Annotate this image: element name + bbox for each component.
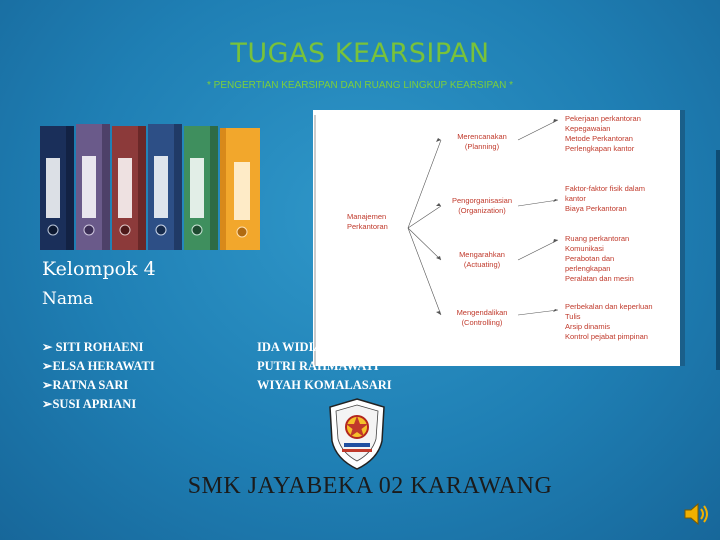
page-subtitle: * PENGERTIAN KEARSIPAN DAN RUANG LINGKUP KEARSIPAN * bbox=[206, 80, 513, 91]
function-planning bbox=[447, 132, 517, 152]
panel-edge bbox=[716, 150, 720, 370]
member-name: ➢RATNA SARI bbox=[42, 378, 129, 392]
member-name: PUTRI RAHMAWATI bbox=[257, 359, 379, 373]
detail-item: Perbekalan dan keperluan bbox=[565, 302, 653, 311]
function-label-2: (Controlling) bbox=[461, 318, 503, 327]
function-label-1: Pengorganisasian bbox=[451, 196, 513, 205]
page-title: TUGAS KEARSIPAN bbox=[230, 38, 490, 69]
detail-item: Metode Perkantoran bbox=[565, 134, 633, 143]
school-name: SMK JAYABEKA 02 KARAWANG bbox=[187, 473, 553, 499]
details-planning bbox=[565, 114, 641, 154]
details-organization bbox=[565, 184, 645, 214]
detail-item: Perlengkapan kantor bbox=[565, 144, 635, 153]
member-name: ➢ELSA HERAWATI bbox=[42, 359, 155, 373]
member-name: ➢SUSI APRIANI bbox=[42, 397, 137, 411]
member-name: ➢ SITI ROHAENI bbox=[42, 340, 144, 354]
function-label-2: (Actuating) bbox=[463, 260, 501, 269]
function-label-2: (Planning) bbox=[464, 142, 500, 151]
detail-item: Pekerjaan perkantoran bbox=[565, 114, 641, 123]
detail-item: Kepegawaian bbox=[565, 124, 611, 133]
detail-item: Komunikasi bbox=[565, 244, 604, 253]
root-node bbox=[347, 212, 388, 232]
details-actuating bbox=[565, 234, 634, 284]
function-label-2: (Organization) bbox=[458, 206, 506, 215]
binders-image bbox=[38, 118, 266, 250]
detail-item: Kontrol pejabat pimpinan bbox=[565, 332, 648, 341]
root-line-1: Manajemen bbox=[347, 212, 387, 221]
member-name: WIYAH KOMALASARI bbox=[257, 378, 392, 392]
detail-item: perlengkapan bbox=[565, 264, 611, 273]
function-actuating bbox=[447, 250, 517, 270]
speaker-icon[interactable] bbox=[682, 500, 710, 528]
detail-item: Peralatan dan mesin bbox=[565, 274, 634, 283]
function-controlling bbox=[447, 308, 517, 328]
members-right-list bbox=[257, 338, 392, 395]
name-label: Nama bbox=[42, 289, 94, 309]
root-line-2: Perkantoran bbox=[347, 222, 388, 231]
function-label-1: Mengendalikan bbox=[456, 308, 508, 317]
management-diagram bbox=[313, 110, 685, 366]
members-left-list bbox=[42, 338, 155, 414]
detail-item: Tulis bbox=[565, 312, 581, 321]
function-label-1: Merencanakan bbox=[457, 132, 507, 141]
detail-item: Perabotan dan bbox=[565, 254, 615, 263]
group-label: Kelompok 4 bbox=[42, 258, 156, 280]
member-name: IDA WIDIA bbox=[257, 340, 323, 354]
detail-item: Ruang perkantoran bbox=[565, 234, 630, 243]
detail-item: kantor bbox=[565, 194, 586, 203]
function-organization bbox=[447, 196, 517, 216]
school-logo bbox=[326, 397, 388, 471]
detail-item: Faktor-faktor fisik dalam bbox=[565, 184, 646, 193]
detail-item: Arsip dinamis bbox=[565, 322, 611, 331]
function-label-1: Mengarahkan bbox=[459, 250, 505, 259]
detail-item: Biaya Perkantoran bbox=[565, 204, 627, 213]
details-controlling bbox=[565, 302, 653, 342]
